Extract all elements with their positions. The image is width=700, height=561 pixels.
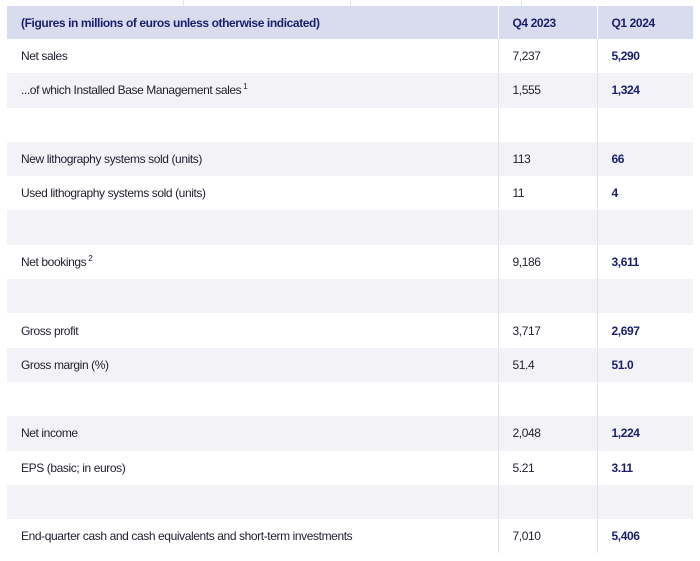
row-label: [7, 279, 498, 313]
table-row: [7, 348, 693, 382]
value-q4-2023: [498, 279, 597, 313]
row-label: [7, 485, 498, 519]
row-label-text: Gross profit: [21, 323, 79, 338]
table-header-row: [7, 6, 693, 39]
table-row: [7, 416, 693, 450]
value-q1-2024: [597, 210, 693, 244]
row-label: [7, 416, 498, 450]
value-q1-2024: [597, 382, 693, 416]
table-row: [7, 39, 693, 73]
table-row: [7, 245, 693, 279]
row-label: [7, 142, 498, 176]
value-q4-2023: 113: [498, 142, 597, 176]
table-row: [7, 451, 693, 485]
value-q1-2024: 1,324: [597, 73, 693, 107]
footnote-marker: 2: [88, 253, 93, 263]
value-q4-2023: 1,555: [498, 73, 597, 107]
value-q4-2023: [498, 382, 597, 416]
value-q1-2024: 51.0: [597, 348, 693, 382]
row-label-text: Net income: [21, 426, 78, 441]
spacer-row: [7, 485, 693, 519]
row-label: [7, 519, 498, 553]
header-figures-note: (Figures in millions of euros unless otherwise indicated): [7, 6, 498, 39]
row-label: [7, 382, 498, 416]
row-label: [7, 73, 498, 107]
value-q1-2024: [597, 108, 693, 142]
row-label: [7, 451, 498, 485]
value-q1-2024: [597, 485, 693, 519]
row-label: [7, 245, 498, 279]
value-q1-2024: [597, 279, 693, 313]
row-label: [7, 348, 498, 382]
value-q1-2024: 4: [597, 176, 693, 210]
table-row: [7, 73, 693, 107]
value-q1-2024: 2,697: [597, 313, 693, 347]
row-label-text: Net bookings: [21, 254, 87, 269]
spacer-row: [7, 382, 693, 416]
financial-summary-table: [7, 6, 693, 553]
row-label-text: End-quarter cash and cash equivalents and short-term investments: [21, 529, 353, 544]
value-q4-2023: 5.21: [498, 451, 597, 485]
value-q4-2023: 3,717: [498, 313, 597, 347]
value-q1-2024: 5,290: [597, 39, 693, 73]
value-q4-2023: [498, 210, 597, 244]
value-q1-2024: 66: [597, 142, 693, 176]
row-label-text: Net sales: [21, 49, 68, 64]
spacer-row: [7, 210, 693, 244]
value-q1-2024: 3.11: [597, 451, 693, 485]
row-label: [7, 108, 498, 142]
value-q4-2023: [498, 108, 597, 142]
value-q1-2024: 3,611: [597, 245, 693, 279]
row-label: [7, 39, 498, 73]
row-label: [7, 176, 498, 210]
spacer-row: [7, 279, 693, 313]
value-q1-2024: 5,406: [597, 519, 693, 553]
row-label-text: Gross margin (%): [21, 357, 109, 372]
value-q4-2023: 7,237: [498, 39, 597, 73]
value-q4-2023: [498, 485, 597, 519]
row-label-text: Used lithography systems sold (units): [21, 186, 206, 201]
table-row: [7, 142, 693, 176]
header-q1-2024: Q1 2024: [597, 6, 693, 39]
row-label-text: EPS (basic; in euros): [21, 460, 126, 475]
value-q4-2023: 2,048: [498, 416, 597, 450]
row-label: [7, 210, 498, 244]
row-label-text: New lithography systems sold (units): [21, 152, 203, 167]
header-q4-2023: Q4 2023: [498, 6, 597, 39]
value-q4-2023: 9,186: [498, 245, 597, 279]
value-q4-2023: 7,010: [498, 519, 597, 553]
row-label: [7, 313, 498, 347]
value-q1-2024: 1,224: [597, 416, 693, 450]
footnote-marker: 1: [243, 82, 248, 92]
row-label-text: ...of which Installed Base Management sales: [21, 83, 242, 98]
table-row: [7, 176, 693, 210]
table-row: [7, 313, 693, 347]
spacer-row: [7, 108, 693, 142]
value-q4-2023: 51.4: [498, 348, 597, 382]
value-q4-2023: 11: [498, 176, 597, 210]
table-row: [7, 519, 693, 553]
